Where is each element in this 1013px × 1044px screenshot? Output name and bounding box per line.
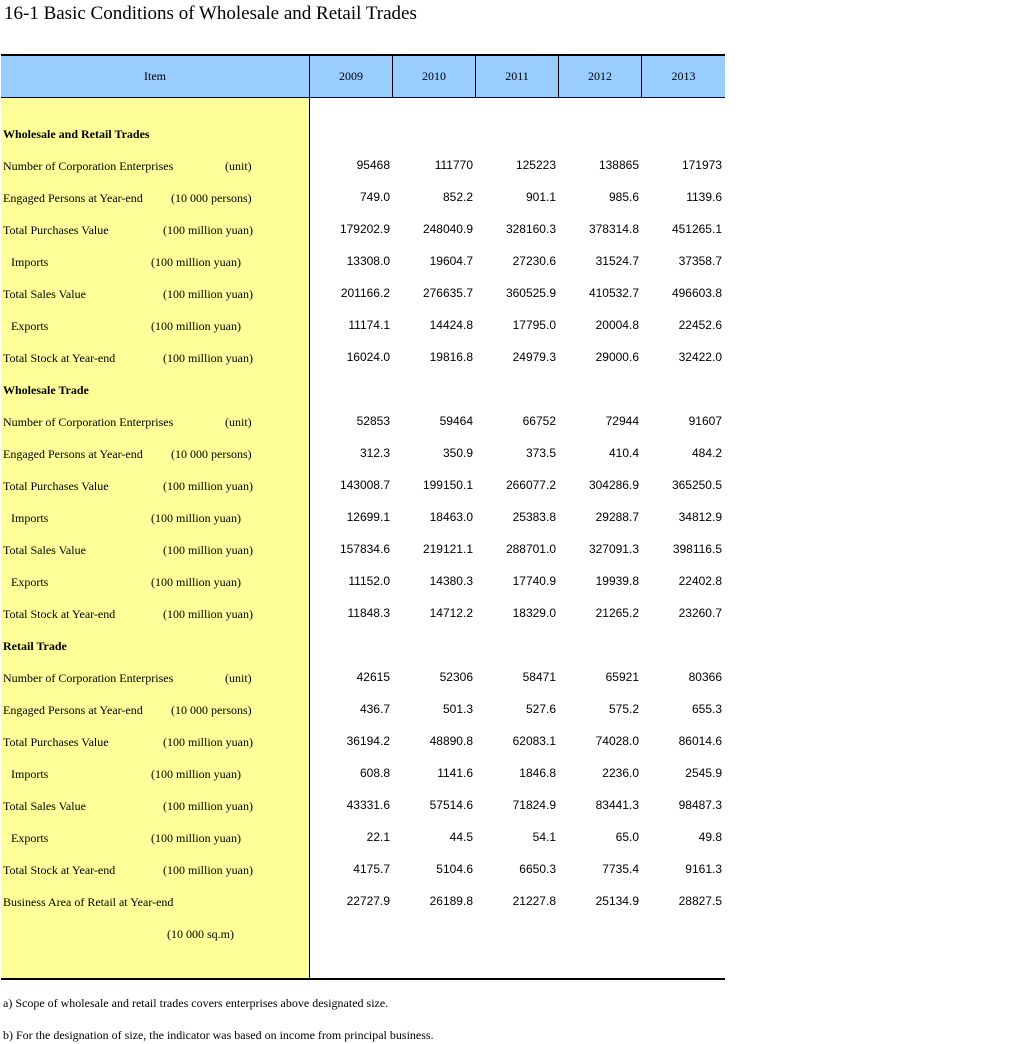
value-cell-2013: 2545.9 — [685, 766, 722, 780]
value-cell-2011: 66752 — [522, 414, 556, 428]
value-cell-2012: 29000.6 — [595, 350, 639, 364]
value-cell-2009: 12699.1 — [346, 510, 390, 524]
table-row — [1, 854, 309, 886]
value-cell-2013: 98487.3 — [678, 798, 722, 812]
table-row — [1, 182, 309, 214]
item-unit: (100 million yuan) — [163, 479, 253, 493]
value-row — [310, 182, 725, 214]
table-row — [1, 726, 309, 758]
value-cell-2013: 171973 — [681, 158, 722, 172]
item-unit: (100 million yuan) — [163, 351, 253, 365]
table-row — [1, 822, 309, 854]
value-cell-2011: 1846.8 — [519, 766, 556, 780]
value-row — [310, 150, 725, 182]
value-cell-2012: 985.6 — [608, 190, 639, 204]
item-name: Total Sales Value — [3, 543, 86, 557]
table-row — [1, 310, 309, 342]
value-cell-2013: 23260.7 — [678, 606, 722, 620]
header-year-2009: 2009 — [310, 56, 393, 97]
table-header — [1, 56, 725, 98]
value-cell-2012: 65.0 — [615, 830, 639, 844]
value-cell-2012: 378314.8 — [588, 222, 639, 236]
section-heading-row — [1, 118, 309, 150]
value-cell-2009: 608.8 — [359, 766, 390, 780]
value-cell-2009: 11174.1 — [348, 318, 390, 332]
footnote-b: b) For the designation of size, the indicator was based on income from principal business. — [3, 1028, 434, 1042]
value-row — [310, 534, 725, 566]
value-cell-2013: 451265.1 — [671, 222, 722, 236]
value-row — [310, 214, 725, 246]
value-cell-2010: 18463.0 — [429, 510, 473, 524]
table-row — [1, 278, 309, 310]
item-unit: (100 million yuan) — [151, 831, 241, 845]
value-cell-2011: 21227.8 — [512, 894, 556, 908]
value-cell-2013: 80366 — [688, 670, 722, 684]
value-cell-2011: 58471 — [522, 670, 556, 684]
table-row — [1, 214, 309, 246]
value-cell-2013: 484.2 — [691, 446, 722, 460]
item-name: Total Purchases Value — [3, 223, 109, 237]
value-cell-2010: 276635.7 — [422, 286, 473, 300]
value-row — [310, 470, 725, 502]
table-row — [1, 406, 309, 438]
value-cell-2011: 527.6 — [525, 702, 556, 716]
value-cell-2009: 95468 — [356, 158, 390, 172]
value-cell-2013: 86014.6 — [678, 734, 722, 748]
value-cell-2011: 17795.0 — [512, 318, 556, 332]
value-cell-2013: 22452.6 — [678, 318, 722, 332]
value-cell-2012: 20004.8 — [595, 318, 639, 332]
value-cell-2010: 52306 — [439, 670, 473, 684]
value-cell-2013: 34812.9 — [678, 510, 722, 524]
value-cell-2012: 83441.3 — [595, 798, 639, 812]
item-name: Imports — [11, 255, 49, 269]
value-cell-2013: 398116.5 — [672, 542, 722, 556]
value-cell-2010: 19604.7 — [429, 254, 473, 268]
value-cell-2012: 575.2 — [608, 702, 639, 716]
value-cell-2011: 266077.2 — [505, 478, 556, 492]
value-cell-2013: 365250.5 — [671, 478, 722, 492]
value-cell-2012: 65921 — [605, 670, 639, 684]
item-unit: (100 million yuan) — [163, 543, 253, 557]
value-cell-2009: 52853 — [356, 414, 390, 428]
value-cell-2011: 6650.3 — [519, 862, 556, 876]
item-name: Engaged Persons at Year-end — [3, 191, 143, 205]
value-cell-2009: 179202.9 — [339, 222, 390, 236]
value-cell-2009: 22.1 — [366, 830, 390, 844]
value-cell-2013: 496603.8 — [671, 286, 722, 300]
value-cell-2012: 25134.9 — [595, 894, 639, 908]
value-cell-2010: 14380.3 — [429, 574, 473, 588]
item-unit: (100 million yuan) — [151, 319, 241, 333]
header-year-2010: 2010 — [393, 56, 476, 97]
item-name: Total Stock at Year-end — [3, 607, 116, 621]
value-row — [310, 790, 725, 822]
value-row — [310, 406, 725, 438]
value-cell-2009: 13308.0 — [346, 254, 390, 268]
item-name: Total Sales Value — [3, 799, 86, 813]
value-row — [310, 566, 725, 598]
item-unit: (100 million yuan) — [151, 575, 241, 589]
value-cell-2010: 59464 — [439, 414, 473, 428]
item-unit: (100 million yuan) — [163, 799, 253, 813]
value-cell-2009: 4175.7 — [353, 862, 390, 876]
header-year-2012: 2012 — [559, 56, 642, 97]
table-row — [1, 694, 309, 726]
value-row — [310, 502, 725, 534]
value-row — [310, 278, 725, 310]
value-cell-2012: 21265.2 — [595, 606, 639, 620]
table-row — [1, 662, 309, 694]
value-cell-2011: 27230.6 — [512, 254, 556, 268]
value-cell-2009: 22727.9 — [346, 894, 390, 908]
value-cell-2012: 74028.0 — [595, 734, 639, 748]
table-row — [1, 534, 309, 566]
value-cell-2009: 201166.2 — [340, 286, 390, 300]
item-name: Total Purchases Value — [3, 735, 109, 749]
item-unit: (10 000 persons) — [171, 703, 252, 717]
value-cell-2012: 72944 — [605, 414, 639, 428]
value-cell-2011: 54.1 — [532, 830, 556, 844]
item-unit: (100 million yuan) — [163, 735, 253, 749]
item-name: Total Stock at Year-end — [3, 351, 116, 365]
item-name: Engaged Persons at Year-end — [3, 447, 143, 461]
value-row — [310, 886, 725, 918]
value-cell-2009: 749.0 — [359, 190, 390, 204]
value-cell-2013: 32422.0 — [678, 350, 722, 364]
value-cell-2012: 19939.8 — [595, 574, 639, 588]
header-year-2011: 2011 — [476, 56, 559, 97]
item-column — [1, 98, 310, 978]
value-cell-2010: 19816.8 — [429, 350, 473, 364]
value-cell-2011: 328160.3 — [505, 222, 556, 236]
value-cell-2011: 25383.8 — [512, 510, 556, 524]
value-cell-2010: 5104.6 — [436, 862, 473, 876]
table-row — [1, 598, 309, 630]
value-cell-2013: 655.3 — [691, 702, 722, 716]
item-unit: (100 million yuan) — [163, 223, 253, 237]
value-cell-2009: 36194.2 — [346, 734, 390, 748]
item-name: Number of Corporation Enterprises — [3, 159, 174, 173]
value-cell-2010: 26189.8 — [429, 894, 473, 908]
section-heading: Wholesale and Retail Trades — [3, 127, 150, 141]
value-row — [310, 726, 725, 758]
values-column — [310, 98, 725, 978]
value-cell-2010: 48890.8 — [429, 734, 473, 748]
item-name: Total Stock at Year-end — [3, 863, 116, 877]
item-name: Number of Corporation Enterprises — [3, 415, 174, 429]
statistics-table — [1, 54, 725, 980]
value-cell-2010: 350.9 — [442, 446, 473, 460]
value-cell-2013: 37358.7 — [678, 254, 722, 268]
item-name: Exports — [11, 575, 49, 589]
value-row — [310, 598, 725, 630]
value-cell-2011: 62083.1 — [512, 734, 556, 748]
value-cell-2010: 501.3 — [442, 702, 473, 716]
table-row — [1, 918, 309, 950]
table-row — [1, 150, 309, 182]
value-cell-2013: 1139.6 — [686, 190, 722, 204]
item-name: Total Purchases Value — [3, 479, 109, 493]
value-cell-2010: 57514.6 — [429, 798, 473, 812]
item-unit: (unit) — [225, 159, 252, 173]
value-cell-2010: 199150.1 — [422, 478, 473, 492]
value-cell-2009: 11152.0 — [348, 574, 390, 588]
item-unit: (100 million yuan) — [151, 767, 241, 781]
table-row — [1, 342, 309, 374]
value-cell-2010: 111770 — [434, 158, 473, 172]
value-cell-2012: 410532.7 — [588, 286, 639, 300]
section-heading-row — [1, 630, 309, 662]
value-cell-2010: 44.5 — [449, 830, 473, 844]
item-name: Exports — [11, 319, 49, 333]
value-cell-2011: 71824.9 — [512, 798, 556, 812]
value-cell-2009: 16024.0 — [346, 350, 390, 364]
value-cell-2012: 304286.9 — [588, 478, 639, 492]
value-cell-2010: 1141.6 — [437, 766, 473, 780]
value-row — [310, 694, 725, 726]
item-name: Business Area of Retail at Year-end — [3, 895, 174, 909]
item-unit: (10 000 persons) — [171, 191, 252, 205]
value-cell-2012: 29288.7 — [595, 510, 639, 524]
value-cell-2010: 219121.1 — [422, 542, 473, 556]
value-cell-2011: 901.1 — [525, 190, 556, 204]
value-cell-2010: 14424.8 — [429, 318, 473, 332]
value-row — [310, 246, 725, 278]
section-heading: Retail Trade — [3, 639, 67, 653]
table-row — [1, 246, 309, 278]
item-name: Engaged Persons at Year-end — [3, 703, 143, 717]
item-name: Exports — [11, 831, 49, 845]
item-unit: (unit) — [225, 671, 252, 685]
value-row — [310, 438, 725, 470]
item-name: Total Sales Value — [3, 287, 86, 301]
value-cell-2013: 91607 — [688, 414, 722, 428]
value-cell-2013: 22402.8 — [678, 574, 722, 588]
value-cell-2012: 7735.4 — [602, 862, 639, 876]
value-cell-2009: 312.3 — [359, 446, 390, 460]
value-cell-2010: 248040.9 — [422, 222, 473, 236]
value-cell-2010: 14712.2 — [429, 606, 473, 620]
value-cell-2009: 42615 — [356, 670, 390, 684]
value-cell-2012: 2236.0 — [602, 766, 639, 780]
value-cell-2011: 360525.9 — [505, 286, 556, 300]
value-row — [310, 310, 725, 342]
value-cell-2009: 436.7 — [359, 702, 390, 716]
footnote-a: a) Scope of wholesale and retail trades covers enterprises above designated size. — [3, 996, 389, 1010]
page-title: 16-1 Basic Conditions of Wholesale and Retail Trades — [4, 3, 417, 24]
value-cell-2010: 852.2 — [442, 190, 473, 204]
item-unit: (10 000 sq.m) — [167, 927, 234, 941]
value-cell-2012: 410.4 — [608, 446, 639, 460]
item-name: Imports — [11, 767, 49, 781]
table-row — [1, 438, 309, 470]
value-cell-2009: 11848.3 — [347, 606, 390, 620]
item-name: Imports — [11, 511, 49, 525]
value-row — [310, 854, 725, 886]
header-year-2013: 2013 — [671, 69, 696, 83]
value-cell-2013: 28827.5 — [678, 894, 722, 908]
table-row — [1, 502, 309, 534]
table-body — [1, 98, 725, 978]
value-cell-2009: 43331.6 — [346, 798, 390, 812]
item-unit: (100 million yuan) — [163, 287, 253, 301]
value-cell-2012: 138865 — [598, 158, 639, 172]
value-cell-2011: 18329.0 — [512, 606, 556, 620]
table-row — [1, 886, 309, 918]
table-row — [1, 566, 309, 598]
value-cell-2009: 157834.6 — [339, 542, 390, 556]
value-cell-2011: 288701.0 — [505, 542, 556, 556]
table-row — [1, 790, 309, 822]
value-cell-2011: 17740.9 — [512, 574, 556, 588]
value-row — [310, 662, 725, 694]
value-cell-2011: 24979.3 — [512, 350, 556, 364]
header-item: Item — [1, 56, 310, 97]
value-cell-2012: 327091.3 — [588, 542, 639, 556]
value-row — [310, 758, 725, 790]
value-cell-2011: 373.5 — [525, 446, 556, 460]
item-unit: (100 million yuan) — [151, 255, 241, 269]
value-row — [310, 342, 725, 374]
item-unit: (100 million yuan) — [151, 511, 241, 525]
item-unit: (10 000 persons) — [171, 447, 252, 461]
section-heading-row — [1, 374, 309, 406]
section-heading: Wholesale Trade — [3, 383, 89, 397]
value-cell-2011: 125223 — [515, 158, 556, 172]
value-cell-2012: 31524.7 — [595, 254, 639, 268]
item-unit: (unit) — [225, 415, 252, 429]
value-cell-2013: 49.8 — [698, 830, 722, 844]
value-cell-2009: 143008.7 — [339, 478, 390, 492]
item-unit: (100 million yuan) — [163, 863, 253, 877]
table-row — [1, 758, 309, 790]
value-cell-2013: 9161.3 — [685, 862, 722, 876]
item-name: Number of Corporation Enterprises — [3, 671, 174, 685]
value-row — [310, 822, 725, 854]
item-unit: (100 million yuan) — [163, 607, 253, 621]
table-row — [1, 470, 309, 502]
